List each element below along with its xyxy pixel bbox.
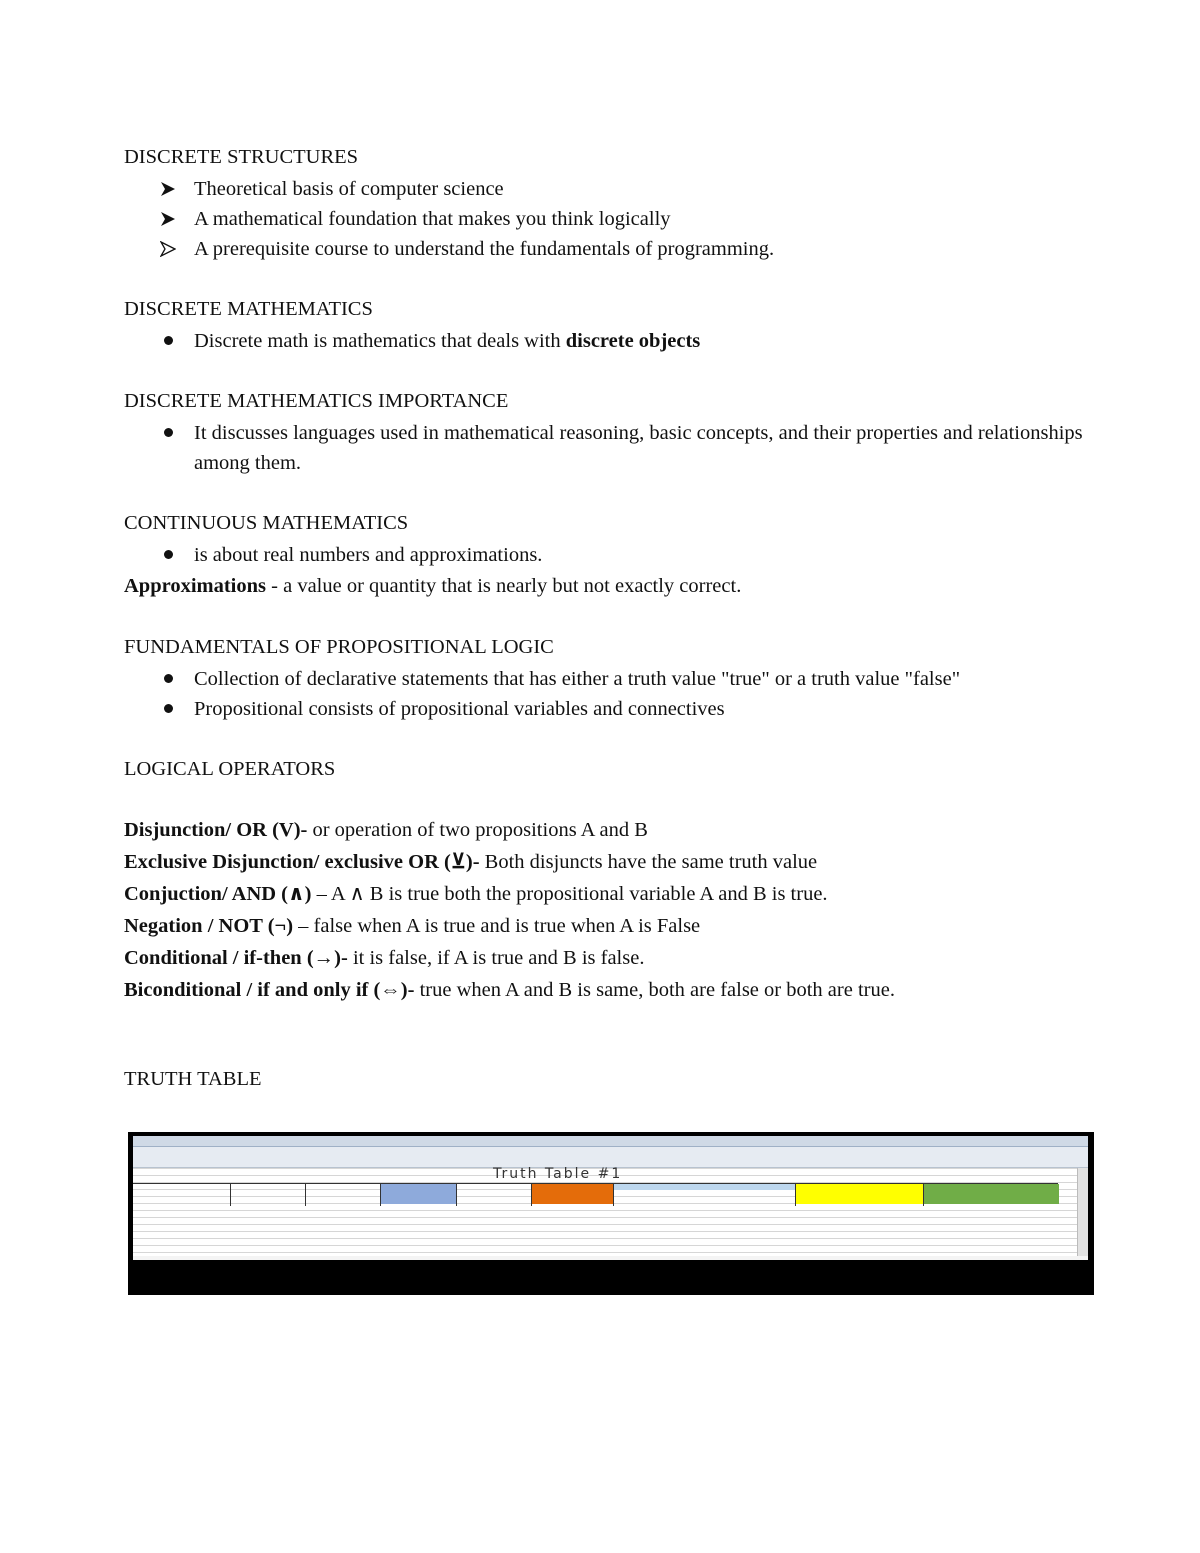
column-divider [230, 1184, 231, 1206]
dot-bullet-icon [156, 326, 180, 356]
column-divider [380, 1184, 381, 1206]
list-item: Discrete math is mathematics that deals with discrete objects [124, 326, 1114, 356]
list-item: Propositional consists of propositional variables and connectives [124, 694, 1114, 724]
heading-logical-operators: LOGICAL OPERATORS [124, 758, 336, 780]
yellow-cell [795, 1184, 923, 1204]
column-divider [795, 1184, 796, 1206]
dot-bullet-icon [156, 418, 180, 448]
operator-line: Exclusive Disjunction/ exclusive OR (⊻)- Both disjuncts have the same truth value [124, 851, 818, 873]
arrow-bullet-icon [156, 174, 180, 204]
dot-bullet-icon [156, 694, 180, 724]
dot-bullet-icon [156, 664, 180, 694]
list-item: It discusses languages used in mathematical reasoning, basic concepts, and their properties and relationships among them. [124, 418, 1114, 478]
operator-list [124, 814, 1114, 1006]
column-divider [456, 1184, 457, 1206]
column-divider [531, 1184, 532, 1206]
green-cell [923, 1184, 1059, 1204]
truth-table-screenshot [128, 1132, 1094, 1295]
heading-importance: DISCRETE MATHEMATICS IMPORTANCE [124, 390, 509, 412]
spreadsheet-scrollbar [1077, 1168, 1088, 1256]
operator-line: Conjuction/ AND (∧) – A ∧ B is true both the propositional variable A and B is true. [124, 883, 828, 905]
spreadsheet-ribbon [133, 1136, 1088, 1147]
list-item: A mathematical foundation that makes you think logically [124, 204, 1114, 234]
spreadsheet-title: Truth Table #1 [493, 1166, 623, 1182]
operator-line: Biconditional / if and only if (⇔)- true when A and B is same, both are false or both are true. [124, 979, 895, 1001]
definition-approximations: Approximations - a value or quantity that is nearly but not exactly correct. [124, 575, 742, 597]
bold-term: discrete objects [565, 330, 701, 352]
column-divider [923, 1184, 924, 1206]
orange-cell [531, 1184, 613, 1204]
spreadsheet-toolbar [133, 1147, 1088, 1168]
arrow-bullet-icon [156, 234, 180, 264]
list-item: Collection of declarative statements that has either a truth value "true" or a truth value "false" [124, 664, 1114, 694]
operator-line: Negation / NOT (¬) – false when A is true and is true when A is False [124, 915, 701, 937]
dot-bullet-icon [156, 540, 180, 570]
operator-line: Conditional / if-then (→)- it is false, if A is true and B is false. [124, 947, 645, 969]
list-discrete-structures [124, 174, 1114, 264]
spreadsheet-image [133, 1136, 1088, 1260]
list-item: is about real numbers and approximations. [124, 540, 1114, 570]
heading-continuous: CONTINUOUS MATHEMATICS [124, 512, 409, 534]
column-divider [613, 1184, 614, 1206]
operator-line: Disjunction/ OR (V)- or operation of two propositions A and B [124, 819, 648, 841]
arrow-bullet-icon [156, 204, 180, 234]
blue-cell [380, 1184, 456, 1204]
heading-truth-table: TRUTH TABLE [124, 1068, 262, 1090]
heading-discrete-structures: DISCRETE STRUCTURES [124, 146, 359, 168]
list-item: Theoretical basis of computer science [124, 174, 1114, 204]
document-body [124, 140, 1114, 1096]
list-item: A prerequisite course to understand the fundamentals of programming. [124, 234, 1114, 264]
light-blue-cell [613, 1184, 795, 1190]
heading-discrete-mathematics: DISCRETE MATHEMATICS [124, 298, 373, 320]
column-divider [305, 1184, 306, 1206]
heading-propositional-logic: FUNDAMENTALS OF PROPOSITIONAL LOGIC [124, 636, 554, 658]
